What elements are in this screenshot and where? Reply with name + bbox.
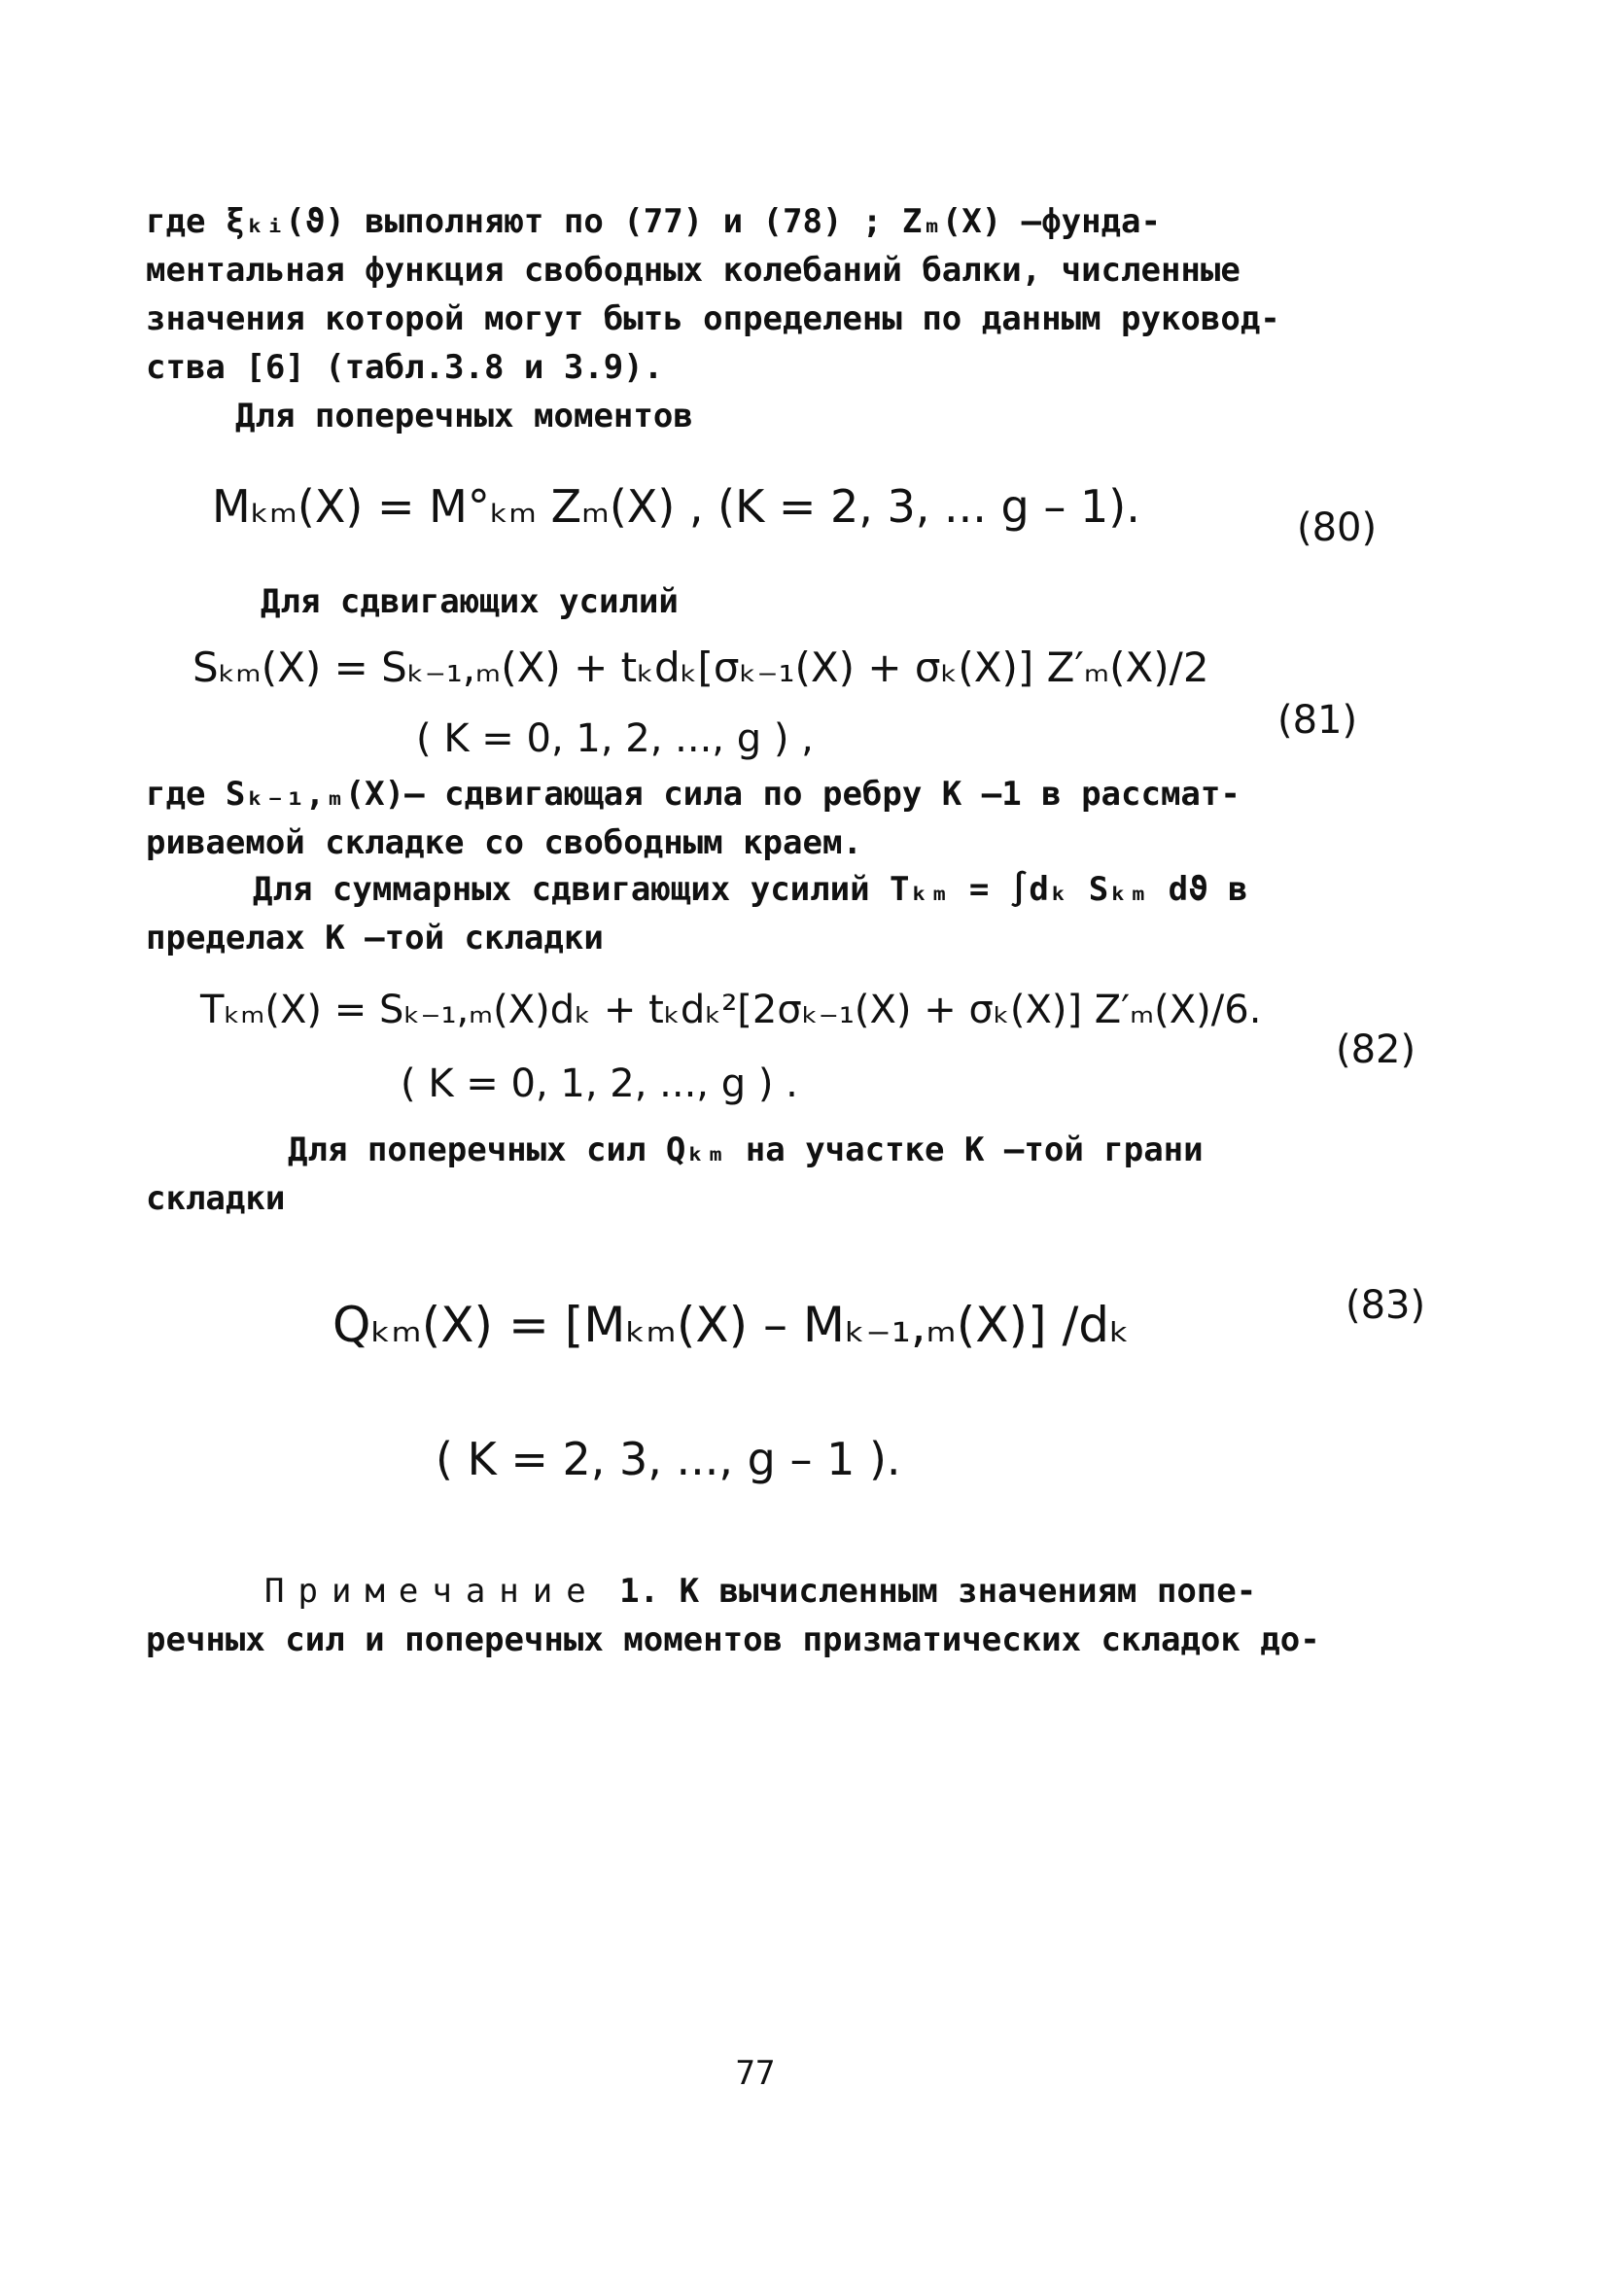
paragraph-line: ментальная функция свободных колебаний балки, численные [146,251,1241,290]
paragraph-line: где ξₖᵢ(ϑ) выполняют по (77) и (78) ; Zₘ(X) –фунда- [146,202,1161,241]
note-text: 1. К вычисленным значениям попе- [599,1572,1257,1611]
equation-number-83: (83) [1346,1283,1426,1328]
paragraph-line: где Sₖ₋₁,ₘ(X)– сдвигающая сила по ребру K –1 в рассмат- [146,775,1241,814]
shear-intro: Для сдвигающих усилий [261,582,679,621]
note-line-2: речных сил и поперечных моментов призматических складок до- [146,1620,1320,1659]
paragraph-line: значения которой могут быть определены по данным руковод- [146,299,1280,338]
formula-80: Mₖₘ(X) = M°ₖₘ Zₘ(X) , (K = 2, 3, ... g – 1). [212,480,1140,533]
formula-82: Tₖₘ(X) = Sₖ₋₁,ₘ(X)dₖ + tₖdₖ²[2σₖ₋₁(X) + σₖ(X)] Z′ₘ(X)/6. [200,988,1262,1032]
moments-intro: Для поперечных моментов [235,397,693,435]
total-shear-intro: Для суммарных сдвигающих усилий Tₖₘ = ∫dₖ Sₖₘ dϑ в [253,870,1248,909]
equation-number-82: (82) [1336,1027,1416,1072]
paragraph-line: риваемой складке со свободным краем. [146,823,862,862]
note-line-1 [264,1567,1567,1616]
total-shear-intro-2: пределах K –той складки [146,919,604,957]
formula-81-range: ( K = 0, 1, 2, ..., g ) , [416,716,814,761]
equation-number-81: (81) [1277,698,1358,743]
formula-83: Qₖₘ(X) = [Mₖₘ(X) – Mₖ₋₁,ₘ(X)] /dₖ [332,1297,1131,1353]
equation-number-80: (80) [1297,505,1378,550]
transverse-intro-2: складки [146,1179,286,1218]
formula-81: Sₖₘ(X) = Sₖ₋₁,ₘ(X) + tₖdₖ[σₖ₋₁(X) + σₖ(X)] Z′ₘ(X)/2 [192,644,1209,691]
formula-83-range: ( K = 2, 3, ..., g – 1 ). [436,1433,901,1485]
paragraph-line: ства [6] (табл.3.8 и 3.9). [146,348,664,387]
transverse-intro: Для поперечных сил Qₖₘ на участке K –той грани [288,1131,1204,1169]
formula-82-range: ( K = 0, 1, 2, ..., g ) . [401,1061,798,1106]
note-label: Примечание [264,1572,600,1611]
page-number: 77 [735,2054,776,2093]
